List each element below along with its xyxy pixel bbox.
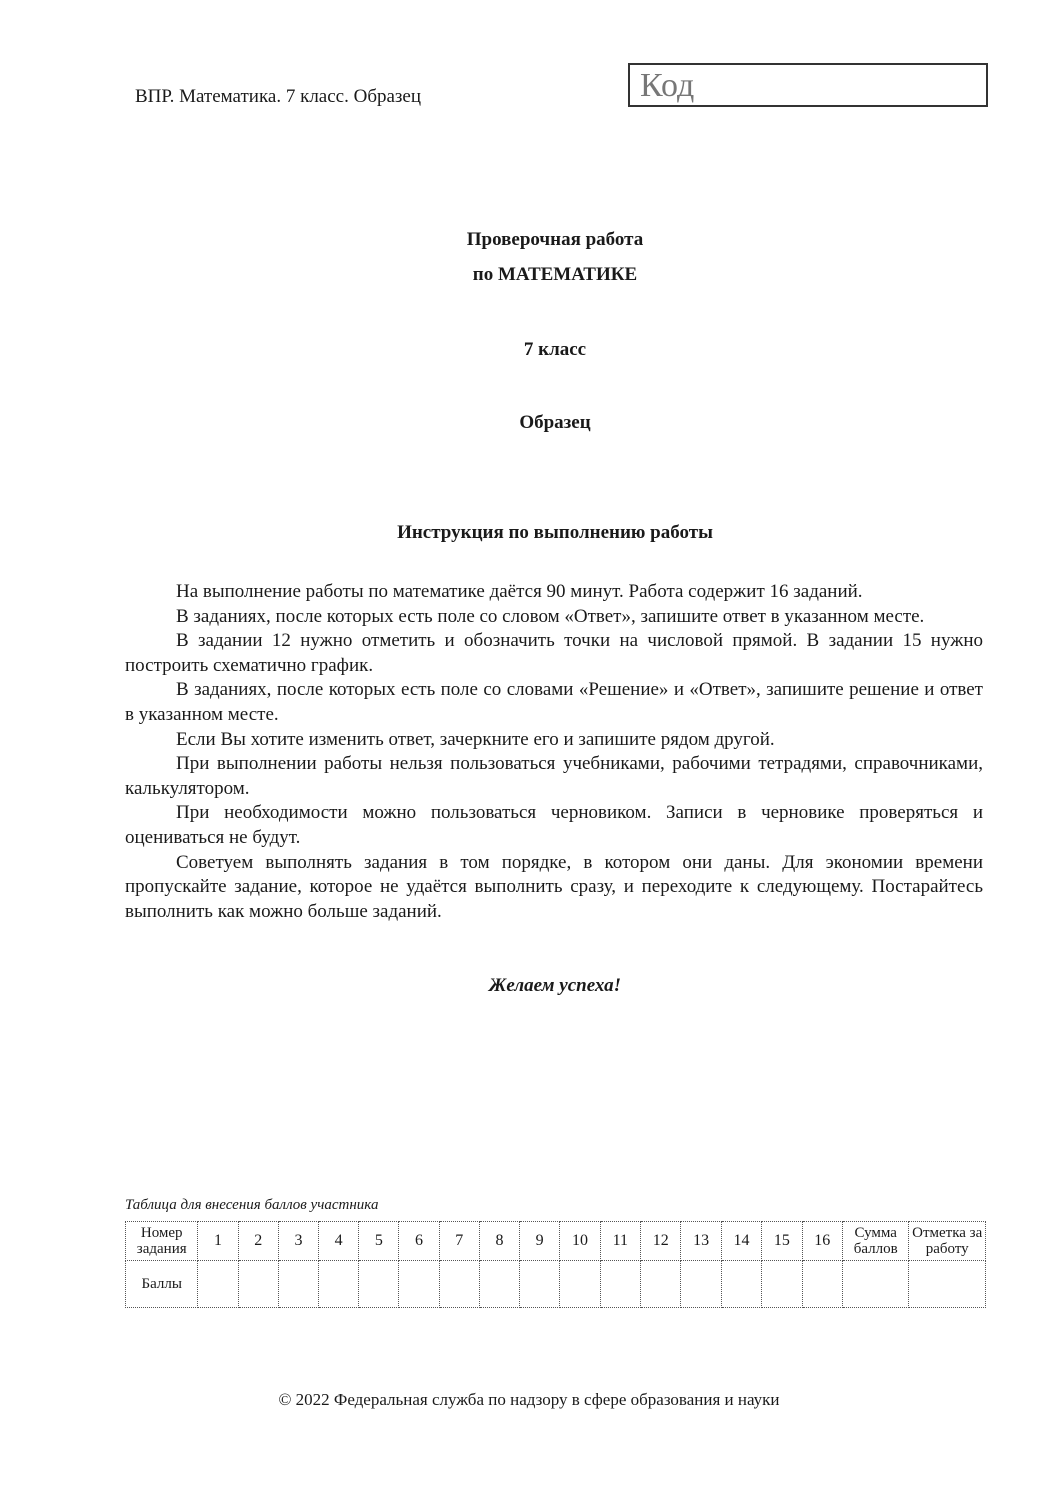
grade-title: 7 класс (523, 339, 587, 360)
score-cell[interactable] (641, 1261, 681, 1308)
grade-label: Отметка за работу (909, 1222, 986, 1261)
document-header: ВПР. Математика. 7 класс. Образец (135, 86, 422, 107)
code-label: Код (640, 67, 695, 104)
score-cell[interactable] (520, 1261, 560, 1308)
instruction-paragraph: При необходимости можно пользоваться черновиком. Записи в черновике проверяться и оцениваться не будут. (125, 802, 983, 848)
score-cell[interactable] (319, 1261, 359, 1308)
task-number: 12 (641, 1222, 681, 1261)
instruction-paragraph: На выполнение работы по математике даётся 90 минут. Работа содержит 16 заданий. (176, 581, 863, 602)
variant-title: Образец (519, 412, 591, 433)
title-line-2: по МАТЕМАТИКЕ (472, 264, 638, 285)
score-cell[interactable] (399, 1261, 439, 1308)
copyright-footer: © 2022 Федеральная служба по надзору в сфере образования и науки (278, 1390, 780, 1409)
instruction-paragraph: При выполнении работы нельзя пользоваться учебниками, рабочими тетрадями, справочниками, калькулятором. (125, 753, 983, 799)
instruction-paragraph: В заданиях, после которых есть поле со словом «Ответ», запишите ответ в указанном месте. (176, 605, 925, 627)
task-number: 16 (802, 1222, 842, 1261)
code-field[interactable] (628, 63, 988, 107)
score-cell[interactable] (802, 1261, 842, 1308)
score-cell[interactable] (238, 1261, 278, 1308)
sum-cell[interactable] (842, 1261, 908, 1308)
wish-text: Желаем успеха! (488, 975, 622, 996)
score-cell[interactable] (762, 1261, 802, 1308)
score-cell[interactable] (198, 1261, 238, 1308)
task-number: 7 (439, 1222, 479, 1261)
score-cell[interactable] (359, 1261, 399, 1308)
score-table-header-row (126, 1222, 986, 1261)
score-table-caption: Таблица для внесения баллов участника (125, 1197, 379, 1213)
task-number: 5 (359, 1222, 399, 1261)
instructions-body (125, 580, 983, 924)
score-cell[interactable] (439, 1261, 479, 1308)
task-number: 13 (681, 1222, 721, 1261)
title-line-1: Проверочная работа (466, 229, 644, 250)
score-cell[interactable] (479, 1261, 519, 1308)
instruction-paragraph: В заданиях, после которых есть поле со словами «Решение» и «Ответ», запишите решение и ответ в указанном месте. (125, 679, 983, 725)
score-cell[interactable] (560, 1261, 600, 1308)
task-number: 6 (399, 1222, 439, 1261)
score-table-points-row (126, 1261, 986, 1308)
task-number: 11 (600, 1222, 640, 1261)
task-number: 10 (560, 1222, 600, 1261)
task-number: 15 (762, 1222, 802, 1261)
instruction-paragraph: Если Вы хотите изменить ответ, зачеркните его и запишите рядом другой. (176, 728, 775, 750)
score-cell[interactable] (681, 1261, 721, 1308)
task-number: 3 (278, 1222, 318, 1261)
score-table (125, 1221, 986, 1308)
instruction-paragraph: В задании 12 нужно отметить и обозначить точки на числовой прямой. В задании 15 нужно построить схематично график. (125, 630, 983, 676)
grade-cell[interactable] (909, 1261, 986, 1308)
points-label: Баллы (126, 1261, 198, 1308)
sum-label: Сумма баллов (842, 1222, 908, 1261)
task-number: 4 (319, 1222, 359, 1261)
task-number: 9 (520, 1222, 560, 1261)
task-number: 8 (479, 1222, 519, 1261)
task-number: 14 (721, 1222, 761, 1261)
score-cell[interactable] (721, 1261, 761, 1308)
task-number-label: Номер задания (126, 1222, 198, 1261)
instructions-heading: Инструкция по выполнению работы (397, 522, 713, 543)
task-number: 1 (198, 1222, 238, 1261)
score-cell[interactable] (600, 1261, 640, 1308)
instruction-paragraph: Советуем выполнять задания в том порядке, в котором они даны. Для экономии времени пропускайте задание, которое не удаётся выполнить сразу, и переходите к следующему. Постарайтесь выполнить как можно больше заданий. (125, 851, 983, 922)
score-cell[interactable] (278, 1261, 318, 1308)
task-number: 2 (238, 1222, 278, 1261)
